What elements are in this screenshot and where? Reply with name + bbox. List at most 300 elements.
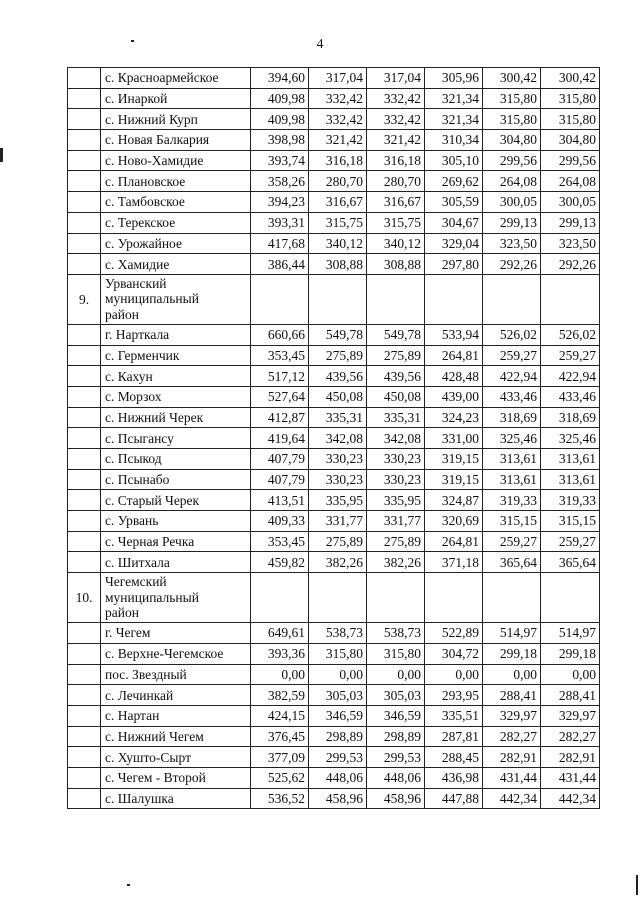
value-cell: 299,53: [309, 747, 367, 768]
value-cell: 335,51: [425, 705, 483, 726]
row-index-cell: 10.: [68, 573, 101, 623]
table-row: [68, 212, 600, 233]
value-cell: 315,80: [309, 643, 367, 664]
value-cell: [309, 274, 367, 324]
value-cell: 419,64: [251, 428, 309, 449]
settlement-name-cell: с. Шитхала: [101, 552, 251, 573]
value-cell: 346,59: [367, 705, 425, 726]
table-row: [68, 685, 600, 706]
value-cell: 315,80: [541, 88, 600, 109]
value-cell: 324,23: [425, 407, 483, 428]
row-index-cell: [68, 490, 101, 511]
table-row: [68, 88, 600, 109]
value-cell: 293,95: [425, 685, 483, 706]
value-cell: 315,80: [541, 109, 600, 130]
value-cell: 305,03: [309, 685, 367, 706]
value-cell: 331,77: [309, 511, 367, 532]
value-cell: 0,00: [251, 664, 309, 685]
scan-mark-top: [131, 40, 134, 42]
value-cell: 393,36: [251, 643, 309, 664]
settlement-name-cell: с. Терекское: [101, 212, 251, 233]
value-cell: 428,48: [425, 366, 483, 387]
settlement-name-cell: с. Шалушка: [101, 788, 251, 809]
value-cell: 299,56: [541, 150, 600, 171]
table-row: [68, 150, 600, 171]
value-cell: 365,64: [541, 552, 600, 573]
value-cell: 346,59: [309, 705, 367, 726]
value-cell: 299,56: [483, 150, 541, 171]
value-cell: 316,18: [309, 150, 367, 171]
tariff-table: [67, 67, 600, 809]
settlement-name-cell: с. Герменчик: [101, 345, 251, 366]
row-index-cell: [68, 407, 101, 428]
value-cell: 310,34: [425, 130, 483, 151]
row-index-cell: 9.: [68, 274, 101, 324]
value-cell: 448,06: [309, 767, 367, 788]
value-cell: 522,89: [425, 623, 483, 644]
value-cell: 264,81: [425, 345, 483, 366]
value-cell: 335,95: [367, 490, 425, 511]
value-cell: [483, 274, 541, 324]
value-cell: 382,59: [251, 685, 309, 706]
value-cell: 317,04: [309, 68, 367, 89]
district-row: [68, 573, 600, 623]
value-cell: 325,46: [541, 428, 600, 449]
settlement-name-cell: с. Морзох: [101, 386, 251, 407]
value-cell: 315,80: [367, 643, 425, 664]
value-cell: 332,42: [309, 109, 367, 130]
row-index-cell: [68, 324, 101, 345]
value-cell: 330,23: [309, 449, 367, 470]
row-index-cell: [68, 366, 101, 387]
value-cell: 0,00: [425, 664, 483, 685]
value-cell: 280,70: [309, 171, 367, 192]
value-cell: 329,97: [541, 705, 600, 726]
value-cell: 304,80: [483, 130, 541, 151]
settlement-name-cell: с. Нижний Чегем: [101, 726, 251, 747]
row-index-cell: [68, 767, 101, 788]
value-cell: 413,51: [251, 490, 309, 511]
table-row: [68, 643, 600, 664]
table-body: [68, 68, 600, 809]
value-cell: 315,80: [483, 88, 541, 109]
value-cell: 433,46: [483, 386, 541, 407]
table-row: [68, 726, 600, 747]
row-index-cell: [68, 109, 101, 130]
value-cell: 358,26: [251, 171, 309, 192]
value-cell: 282,91: [483, 747, 541, 768]
settlement-name-cell: с. Чегем - Второй: [101, 767, 251, 788]
value-cell: 536,52: [251, 788, 309, 809]
value-cell: 394,60: [251, 68, 309, 89]
value-cell: 660,66: [251, 324, 309, 345]
settlement-name-cell: с. Черная Речка: [101, 531, 251, 552]
value-cell: 259,27: [483, 531, 541, 552]
value-cell: 259,27: [483, 345, 541, 366]
settlement-name-cell: с. Псыгансу: [101, 428, 251, 449]
value-cell: 288,41: [483, 685, 541, 706]
settlement-name-cell: пос. Звездный: [101, 664, 251, 685]
value-cell: 316,67: [367, 192, 425, 213]
value-cell: 282,27: [483, 726, 541, 747]
value-cell: 332,42: [309, 88, 367, 109]
value-cell: 431,44: [541, 767, 600, 788]
value-cell: 538,73: [367, 623, 425, 644]
value-cell: 305,96: [425, 68, 483, 89]
value-cell: 300,42: [541, 68, 600, 89]
value-cell: 514,97: [483, 623, 541, 644]
value-cell: [425, 274, 483, 324]
value-cell: [367, 274, 425, 324]
value-cell: 0,00: [483, 664, 541, 685]
settlement-name-cell: с. Верхне-Чегемское: [101, 643, 251, 664]
row-index-cell: [68, 171, 101, 192]
value-cell: 335,31: [367, 407, 425, 428]
value-cell: 407,79: [251, 449, 309, 470]
value-cell: 340,12: [309, 233, 367, 254]
value-cell: 315,15: [483, 511, 541, 532]
value-cell: 317,04: [367, 68, 425, 89]
value-cell: 353,45: [251, 531, 309, 552]
value-cell: 313,61: [541, 449, 600, 470]
table-row: [68, 345, 600, 366]
value-cell: 549,78: [367, 324, 425, 345]
value-cell: 275,89: [367, 345, 425, 366]
value-cell: 316,18: [367, 150, 425, 171]
table-row: [68, 366, 600, 387]
value-cell: 382,26: [309, 552, 367, 573]
value-cell: 288,45: [425, 747, 483, 768]
settlement-name-cell: с. Урожайное: [101, 233, 251, 254]
table-row: [68, 623, 600, 644]
row-index-cell: [68, 130, 101, 151]
scan-mark-right: [636, 875, 638, 895]
row-index-cell: [68, 552, 101, 573]
value-cell: 436,98: [425, 767, 483, 788]
value-cell: 280,70: [367, 171, 425, 192]
value-cell: 323,50: [541, 233, 600, 254]
settlement-name-cell: г. Чегем: [101, 623, 251, 644]
settlement-name-cell: с. Лечинкай: [101, 685, 251, 706]
row-index-cell: [68, 705, 101, 726]
value-cell: 458,96: [367, 788, 425, 809]
value-cell: 329,04: [425, 233, 483, 254]
value-cell: 318,69: [541, 407, 600, 428]
value-cell: 300,05: [541, 192, 600, 213]
value-cell: 275,89: [367, 531, 425, 552]
table-row: [68, 469, 600, 490]
value-cell: 332,42: [367, 88, 425, 109]
value-cell: 321,42: [309, 130, 367, 151]
value-cell: 300,42: [483, 68, 541, 89]
value-cell: 308,88: [309, 254, 367, 275]
value-cell: 409,98: [251, 109, 309, 130]
value-cell: 330,23: [367, 469, 425, 490]
row-index-cell: [68, 88, 101, 109]
value-cell: 442,34: [483, 788, 541, 809]
row-index-cell: [68, 212, 101, 233]
value-cell: 458,96: [309, 788, 367, 809]
value-cell: 298,89: [309, 726, 367, 747]
row-index-cell: [68, 747, 101, 768]
value-cell: 319,15: [425, 449, 483, 470]
settlement-name-cell: с. Тамбовское: [101, 192, 251, 213]
row-index-cell: [68, 643, 101, 664]
settlement-name-cell: с. Нижний Курп: [101, 109, 251, 130]
value-cell: 264,08: [483, 171, 541, 192]
value-cell: 316,67: [309, 192, 367, 213]
table-row: [68, 386, 600, 407]
value-cell: 304,80: [541, 130, 600, 151]
value-cell: 386,44: [251, 254, 309, 275]
value-cell: 299,18: [483, 643, 541, 664]
value-cell: 319,33: [483, 490, 541, 511]
value-cell: 398,98: [251, 130, 309, 151]
value-cell: [425, 573, 483, 623]
value-cell: 450,08: [367, 386, 425, 407]
value-cell: 259,27: [541, 531, 600, 552]
value-cell: 340,12: [367, 233, 425, 254]
value-cell: 433,46: [541, 386, 600, 407]
value-cell: 315,80: [483, 109, 541, 130]
value-cell: 331,77: [367, 511, 425, 532]
value-cell: 514,97: [541, 623, 600, 644]
value-cell: 324,87: [425, 490, 483, 511]
value-cell: 308,88: [367, 254, 425, 275]
table-row: [68, 130, 600, 151]
value-cell: [541, 274, 600, 324]
value-cell: 439,56: [309, 366, 367, 387]
row-index-cell: [68, 664, 101, 685]
table-row: [68, 68, 600, 89]
value-cell: 517,12: [251, 366, 309, 387]
settlement-name-cell: с. Кахун: [101, 366, 251, 387]
value-cell: 313,61: [483, 469, 541, 490]
value-cell: 549,78: [309, 324, 367, 345]
settlement-name-cell: Урванский муниципальный район: [101, 274, 251, 324]
value-cell: 318,69: [483, 407, 541, 428]
settlement-name-cell: с. Псыкод: [101, 449, 251, 470]
row-index-cell: [68, 469, 101, 490]
settlement-name-cell: Чегемский муниципальный район: [101, 573, 251, 623]
row-index-cell: [68, 428, 101, 449]
value-cell: 321,34: [425, 88, 483, 109]
value-cell: 304,67: [425, 212, 483, 233]
value-cell: 288,41: [541, 685, 600, 706]
value-cell: 442,34: [541, 788, 600, 809]
settlement-name-cell: с. Старый Черек: [101, 490, 251, 511]
row-index-cell: [68, 449, 101, 470]
value-cell: 447,88: [425, 788, 483, 809]
value-cell: 275,89: [309, 531, 367, 552]
row-index-cell: [68, 386, 101, 407]
table-row: [68, 407, 600, 428]
value-cell: 330,23: [309, 469, 367, 490]
table-row: [68, 192, 600, 213]
value-cell: 377,09: [251, 747, 309, 768]
row-index-cell: [68, 788, 101, 809]
value-cell: 319,33: [541, 490, 600, 511]
value-cell: 292,26: [483, 254, 541, 275]
value-cell: 431,44: [483, 767, 541, 788]
table-row: [68, 511, 600, 532]
value-cell: 526,02: [541, 324, 600, 345]
value-cell: 321,42: [367, 130, 425, 151]
value-cell: 332,42: [367, 109, 425, 130]
value-cell: 342,08: [367, 428, 425, 449]
value-cell: 409,33: [251, 511, 309, 532]
value-cell: 0,00: [367, 664, 425, 685]
value-cell: 275,89: [309, 345, 367, 366]
table-row: [68, 428, 600, 449]
value-cell: 407,79: [251, 469, 309, 490]
value-cell: [541, 573, 600, 623]
value-cell: 282,91: [541, 747, 600, 768]
settlement-name-cell: с. Плановское: [101, 171, 251, 192]
value-cell: 299,53: [367, 747, 425, 768]
value-cell: 382,26: [367, 552, 425, 573]
value-cell: 394,23: [251, 192, 309, 213]
row-index-cell: [68, 623, 101, 644]
settlement-name-cell: с. Новая Балкария: [101, 130, 251, 151]
value-cell: 305,10: [425, 150, 483, 171]
value-cell: 325,46: [483, 428, 541, 449]
value-cell: 538,73: [309, 623, 367, 644]
value-cell: [251, 274, 309, 324]
value-cell: 259,27: [541, 345, 600, 366]
scan-mark-bottom: [127, 884, 130, 886]
value-cell: [251, 573, 309, 623]
table-row: [68, 767, 600, 788]
row-index-cell: [68, 726, 101, 747]
district-row: [68, 274, 600, 324]
value-cell: 292,26: [541, 254, 600, 275]
value-cell: 305,59: [425, 192, 483, 213]
value-cell: 329,97: [483, 705, 541, 726]
value-cell: 376,45: [251, 726, 309, 747]
settlement-name-cell: с. Ново-Хамидие: [101, 150, 251, 171]
settlement-name-cell: с. Инаркой: [101, 88, 251, 109]
settlement-name-cell: г. Нарткала: [101, 324, 251, 345]
value-cell: [309, 573, 367, 623]
value-cell: 450,08: [309, 386, 367, 407]
value-cell: 439,56: [367, 366, 425, 387]
value-cell: 0,00: [309, 664, 367, 685]
value-cell: 335,31: [309, 407, 367, 428]
table-row: [68, 449, 600, 470]
value-cell: 299,18: [541, 643, 600, 664]
value-cell: 448,06: [367, 767, 425, 788]
table-row: [68, 705, 600, 726]
table-row: [68, 531, 600, 552]
table-row: [68, 747, 600, 768]
table-row: [68, 490, 600, 511]
value-cell: 330,23: [367, 449, 425, 470]
value-cell: 335,95: [309, 490, 367, 511]
table-row: [68, 788, 600, 809]
value-cell: 269,62: [425, 171, 483, 192]
settlement-name-cell: с. Нижний Черек: [101, 407, 251, 428]
value-cell: 533,94: [425, 324, 483, 345]
value-cell: 299,13: [541, 212, 600, 233]
value-cell: 649,61: [251, 623, 309, 644]
value-cell: 264,08: [541, 171, 600, 192]
row-index-cell: [68, 192, 101, 213]
value-cell: 525,62: [251, 767, 309, 788]
row-index-cell: [68, 531, 101, 552]
value-cell: 299,13: [483, 212, 541, 233]
value-cell: 365,64: [483, 552, 541, 573]
value-cell: 412,87: [251, 407, 309, 428]
value-cell: 315,15: [541, 511, 600, 532]
value-cell: 393,31: [251, 212, 309, 233]
value-cell: 422,94: [541, 366, 600, 387]
value-cell: 313,61: [483, 449, 541, 470]
value-cell: 331,00: [425, 428, 483, 449]
row-index-cell: [68, 150, 101, 171]
value-cell: 527,64: [251, 386, 309, 407]
table-row: [68, 552, 600, 573]
table-row: [68, 324, 600, 345]
value-cell: 459,82: [251, 552, 309, 573]
value-cell: 424,15: [251, 705, 309, 726]
table-row: [68, 233, 600, 254]
value-cell: 282,27: [541, 726, 600, 747]
value-cell: 315,75: [367, 212, 425, 233]
value-cell: 297,80: [425, 254, 483, 275]
value-cell: 409,98: [251, 88, 309, 109]
value-cell: 417,68: [251, 233, 309, 254]
value-cell: 321,34: [425, 109, 483, 130]
value-cell: 0,00: [541, 664, 600, 685]
table-row: [68, 109, 600, 130]
value-cell: 298,89: [367, 726, 425, 747]
table-row: [68, 254, 600, 275]
value-cell: 353,45: [251, 345, 309, 366]
value-cell: 393,74: [251, 150, 309, 171]
row-index-cell: [68, 254, 101, 275]
settlement-name-cell: с. Хамидие: [101, 254, 251, 275]
settlement-name-cell: с. Хушто-Сырт: [101, 747, 251, 768]
value-cell: 422,94: [483, 366, 541, 387]
value-cell: 305,03: [367, 685, 425, 706]
value-cell: 287,81: [425, 726, 483, 747]
table-row: [68, 664, 600, 685]
settlement-name-cell: с. Урвань: [101, 511, 251, 532]
value-cell: 320,69: [425, 511, 483, 532]
scan-mark-left: [0, 148, 3, 162]
value-cell: 439,00: [425, 386, 483, 407]
settlement-name-cell: с. Красноармейское: [101, 68, 251, 89]
value-cell: 526,02: [483, 324, 541, 345]
row-index-cell: [68, 68, 101, 89]
value-cell: 304,72: [425, 643, 483, 664]
row-index-cell: [68, 685, 101, 706]
value-cell: 323,50: [483, 233, 541, 254]
value-cell: 342,08: [309, 428, 367, 449]
value-cell: 319,15: [425, 469, 483, 490]
settlement-name-cell: с. Псынабо: [101, 469, 251, 490]
settlement-name-cell: с. Нартан: [101, 705, 251, 726]
value-cell: 313,61: [541, 469, 600, 490]
value-cell: 371,18: [425, 552, 483, 573]
value-cell: 264,81: [425, 531, 483, 552]
value-cell: 315,75: [309, 212, 367, 233]
value-cell: 300,05: [483, 192, 541, 213]
row-index-cell: [68, 345, 101, 366]
value-cell: [483, 573, 541, 623]
row-index-cell: [68, 511, 101, 532]
